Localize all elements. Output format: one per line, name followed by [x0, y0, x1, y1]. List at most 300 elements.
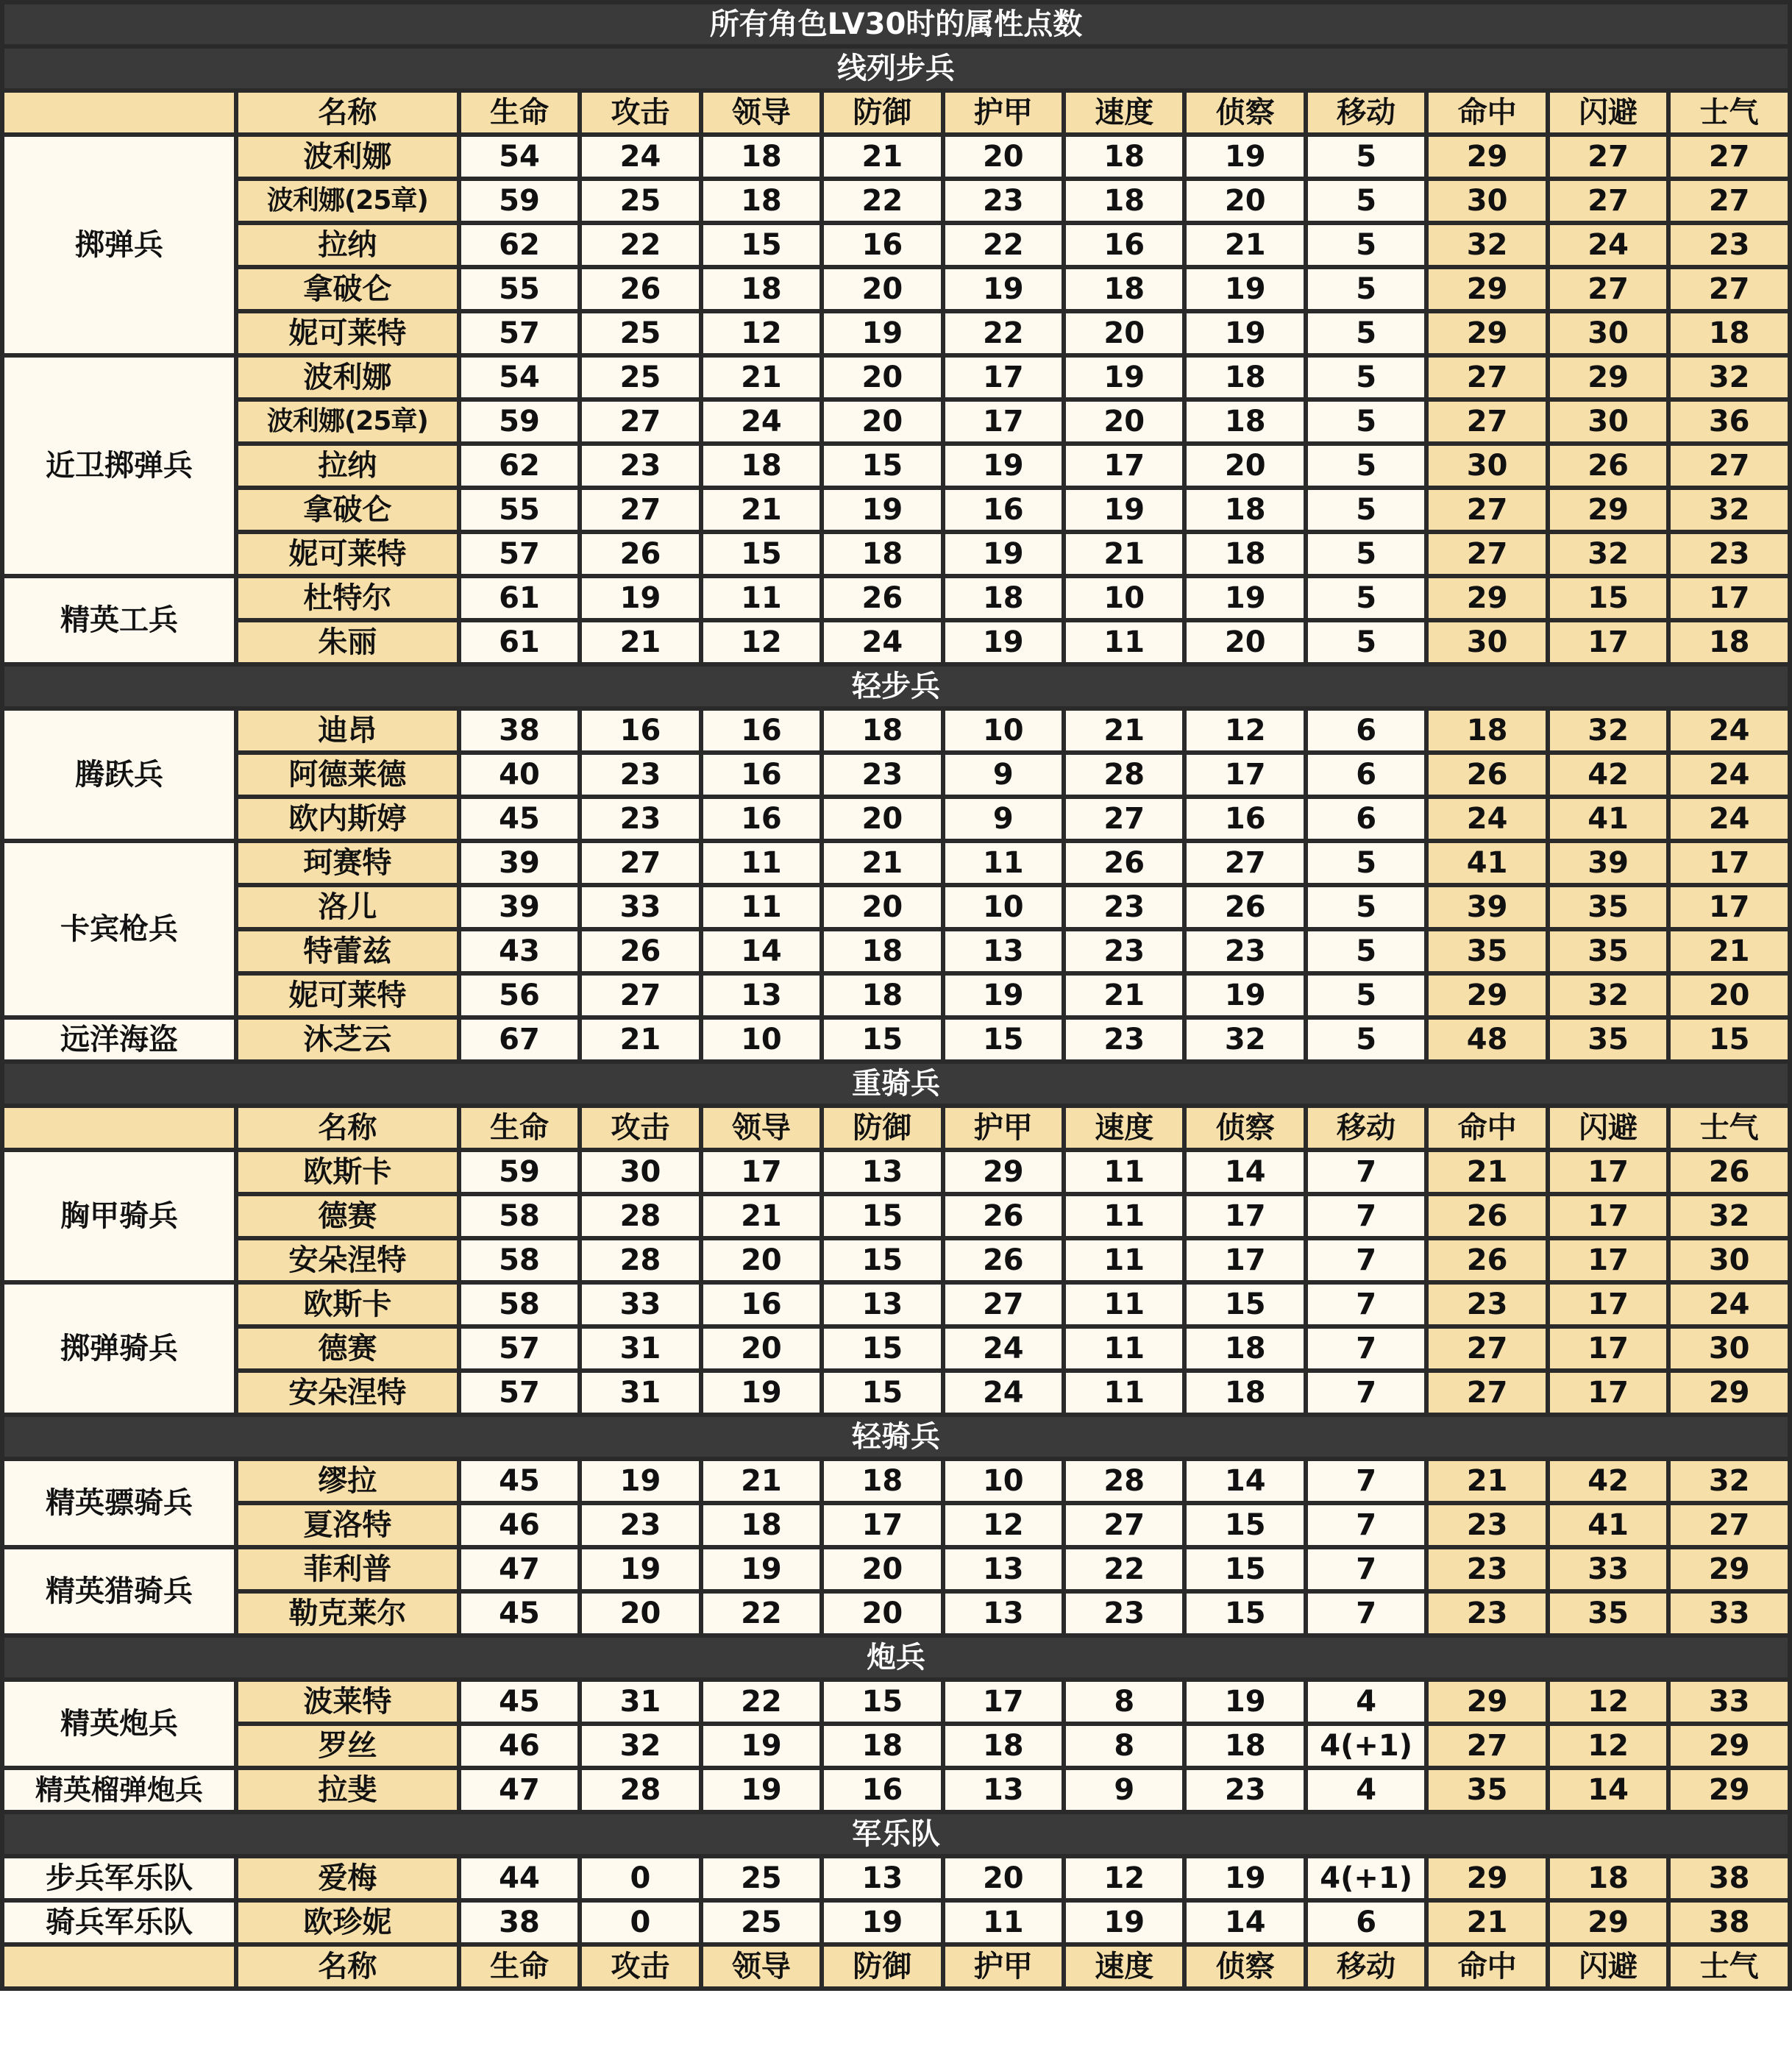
stat-护甲: 22 [945, 313, 1062, 353]
stat-命中: 35 [1429, 931, 1545, 971]
stat-侦察: 12 [1187, 711, 1303, 750]
stat-防御: 13 [824, 1858, 940, 1898]
stat-护甲: 19 [945, 622, 1062, 662]
stat-侦察: 19 [1187, 137, 1303, 177]
column-header: 护甲 [945, 1947, 1062, 1986]
table-row [4, 1240, 1788, 1280]
section-row [4, 1417, 1788, 1457]
stat-生命: 57 [461, 1373, 577, 1413]
column-header: 攻击 [582, 93, 698, 132]
stat-侦察: 17 [1187, 1196, 1303, 1236]
character-name: 洛儿 [238, 887, 457, 927]
stat-命中: 27 [1429, 358, 1545, 397]
stat-防御: 13 [824, 1152, 940, 1192]
stat-闪避: 41 [1550, 1505, 1666, 1545]
table-row [4, 1549, 1788, 1589]
table-row [4, 843, 1788, 883]
stat-攻击: 21 [582, 1020, 698, 1059]
stat-攻击: 19 [582, 578, 698, 618]
stat-生命: 55 [461, 490, 577, 530]
table-row [4, 1152, 1788, 1192]
section-row [4, 1064, 1788, 1104]
stat-移动: 7 [1308, 1152, 1424, 1192]
header-category-cell [4, 93, 234, 132]
stat-移动: 5 [1308, 622, 1424, 662]
stat-护甲: 10 [945, 1461, 1062, 1501]
title-row [4, 4, 1788, 44]
stat-生命: 38 [461, 1903, 577, 1942]
stat-生命: 59 [461, 402, 577, 441]
stat-攻击: 28 [582, 1770, 698, 1810]
stat-闪避: 30 [1550, 402, 1666, 441]
character-name: 妮可莱特 [238, 534, 457, 574]
column-header: 速度 [1066, 1947, 1182, 1986]
stat-护甲: 19 [945, 446, 1062, 486]
stat-生命: 43 [461, 931, 577, 971]
stat-领导: 22 [703, 1594, 819, 1633]
stat-闪避: 29 [1550, 490, 1666, 530]
stat-移动: 7 [1308, 1240, 1424, 1280]
stat-闪避: 35 [1550, 1020, 1666, 1059]
stat-命中: 32 [1429, 225, 1545, 265]
stat-命中: 26 [1429, 1196, 1545, 1236]
stat-护甲: 13 [945, 1549, 1062, 1589]
stats-table-body [4, 4, 1788, 1986]
unit-category: 胸甲骑兵 [4, 1152, 234, 1280]
character-name: 安朵涅特 [238, 1373, 457, 1413]
stat-移动: 7 [1308, 1549, 1424, 1589]
stat-闪避: 35 [1550, 887, 1666, 927]
stat-防御: 20 [824, 799, 940, 839]
stat-生命: 47 [461, 1549, 577, 1589]
stat-闪避: 14 [1550, 1770, 1666, 1810]
stat-领导: 25 [703, 1903, 819, 1942]
stat-速度: 18 [1066, 181, 1182, 221]
stat-命中: 29 [1429, 313, 1545, 353]
stat-防御: 22 [824, 181, 940, 221]
table-row [4, 799, 1788, 839]
stat-攻击: 23 [582, 755, 698, 795]
table-row [4, 534, 1788, 574]
stat-防御: 18 [824, 1461, 940, 1501]
stat-护甲: 24 [945, 1373, 1062, 1413]
stat-速度: 26 [1066, 843, 1182, 883]
stat-生命: 62 [461, 446, 577, 486]
table-title: 所有角色LV30时的属性点数 [4, 4, 1788, 44]
stat-攻击: 19 [582, 1549, 698, 1589]
column-header: 侦察 [1187, 1947, 1303, 1986]
column-header: 攻击 [582, 1108, 698, 1148]
stat-防御: 13 [824, 1285, 940, 1324]
stat-护甲: 17 [945, 402, 1062, 441]
stat-移动: 7 [1308, 1285, 1424, 1324]
stat-移动: 7 [1308, 1505, 1424, 1545]
column-header: 生命 [461, 1947, 577, 1986]
stat-攻击: 23 [582, 1505, 698, 1545]
stat-移动: 5 [1308, 313, 1424, 353]
stat-士气: 20 [1671, 976, 1788, 1015]
stat-生命: 59 [461, 1152, 577, 1192]
stat-生命: 44 [461, 1858, 577, 1898]
stat-速度: 28 [1066, 1461, 1182, 1501]
stat-命中: 48 [1429, 1020, 1545, 1059]
stat-护甲: 20 [945, 1858, 1062, 1898]
stat-速度: 16 [1066, 225, 1182, 265]
stat-攻击: 25 [582, 313, 698, 353]
stat-命中: 24 [1429, 799, 1545, 839]
stat-攻击: 31 [582, 1682, 698, 1722]
stat-侦察: 19 [1187, 313, 1303, 353]
stat-攻击: 31 [582, 1329, 698, 1368]
unit-category: 精英猎骑兵 [4, 1549, 234, 1633]
stat-移动: 7 [1308, 1461, 1424, 1501]
stat-护甲: 18 [945, 578, 1062, 618]
stat-攻击: 25 [582, 358, 698, 397]
stat-领导: 16 [703, 711, 819, 750]
stat-移动: 5 [1308, 137, 1424, 177]
table-row [4, 1770, 1788, 1810]
column-header: 命中 [1429, 1947, 1545, 1986]
character-name: 拿破仑 [238, 490, 457, 530]
stat-闪避: 35 [1550, 1594, 1666, 1633]
stat-闪避: 41 [1550, 799, 1666, 839]
column-header: 领导 [703, 93, 819, 132]
column-header: 速度 [1066, 93, 1182, 132]
character-name: 波莱特 [238, 1682, 457, 1722]
stat-速度: 18 [1066, 137, 1182, 177]
stat-领导: 13 [703, 976, 819, 1015]
stat-移动: 6 [1308, 755, 1424, 795]
stat-闪避: 17 [1550, 1329, 1666, 1368]
stat-护甲: 20 [945, 137, 1062, 177]
stat-领导: 20 [703, 1329, 819, 1368]
column-header-row [4, 93, 1788, 132]
stat-领导: 16 [703, 1285, 819, 1324]
stat-速度: 11 [1066, 622, 1182, 662]
unit-category: 腾跃兵 [4, 711, 234, 839]
stat-闪避: 30 [1550, 313, 1666, 353]
stat-生命: 56 [461, 976, 577, 1015]
stat-闪避: 33 [1550, 1549, 1666, 1589]
stat-生命: 39 [461, 887, 577, 927]
stat-攻击: 33 [582, 887, 698, 927]
unit-category: 掷弹骑兵 [4, 1285, 234, 1413]
stat-士气: 33 [1671, 1594, 1788, 1633]
stat-护甲: 22 [945, 225, 1062, 265]
stat-士气: 36 [1671, 402, 1788, 441]
stat-命中: 30 [1429, 181, 1545, 221]
stat-士气: 17 [1671, 578, 1788, 618]
stat-领导: 18 [703, 446, 819, 486]
stat-侦察: 16 [1187, 799, 1303, 839]
section-title: 军乐队 [4, 1814, 1788, 1854]
stat-移动: 5 [1308, 534, 1424, 574]
stat-生命: 55 [461, 269, 577, 309]
column-header: 生命 [461, 1108, 577, 1148]
stat-速度: 11 [1066, 1329, 1182, 1368]
column-header: 护甲 [945, 93, 1062, 132]
stat-移动: 7 [1308, 1594, 1424, 1633]
stat-护甲: 19 [945, 269, 1062, 309]
table-row [4, 490, 1788, 530]
character-name: 夏洛特 [238, 1505, 457, 1545]
stat-防御: 15 [824, 1373, 940, 1413]
stat-护甲: 9 [945, 799, 1062, 839]
stat-速度: 19 [1066, 358, 1182, 397]
stat-移动: 5 [1308, 181, 1424, 221]
stat-侦察: 14 [1187, 1461, 1303, 1501]
table-row [4, 1196, 1788, 1236]
stat-闪避: 17 [1550, 1285, 1666, 1324]
stat-侦察: 20 [1187, 446, 1303, 486]
stat-士气: 21 [1671, 931, 1788, 971]
stat-侦察: 17 [1187, 1240, 1303, 1280]
stat-领导: 25 [703, 1858, 819, 1898]
column-header: 生命 [461, 93, 577, 132]
stat-闪避: 12 [1550, 1682, 1666, 1722]
stat-移动: 4 [1308, 1770, 1424, 1810]
stat-侦察: 14 [1187, 1903, 1303, 1942]
stat-命中: 29 [1429, 137, 1545, 177]
stat-移动: 5 [1308, 402, 1424, 441]
stat-闪避: 24 [1550, 225, 1666, 265]
stat-生命: 61 [461, 578, 577, 618]
stat-防御: 18 [824, 1726, 940, 1766]
stat-移动: 5 [1308, 976, 1424, 1015]
column-header: 侦察 [1187, 93, 1303, 132]
stat-闪避: 32 [1550, 976, 1666, 1015]
table-row [4, 402, 1788, 441]
stat-侦察: 19 [1187, 1858, 1303, 1898]
stat-护甲: 11 [945, 843, 1062, 883]
stat-侦察: 15 [1187, 1549, 1303, 1589]
stat-移动: 6 [1308, 1903, 1424, 1942]
character-name: 缪拉 [238, 1461, 457, 1501]
column-header: 防御 [824, 93, 940, 132]
unit-category: 骑兵军乐队 [4, 1903, 234, 1942]
table-row [4, 1903, 1788, 1942]
stat-速度: 19 [1066, 1903, 1182, 1942]
stat-士气: 17 [1671, 887, 1788, 927]
character-name: 特蕾兹 [238, 931, 457, 971]
stat-移动: 5 [1308, 490, 1424, 530]
stat-士气: 23 [1671, 225, 1788, 265]
stat-领导: 15 [703, 534, 819, 574]
stat-侦察: 18 [1187, 1726, 1303, 1766]
stat-士气: 24 [1671, 1285, 1788, 1324]
header-category-cell [4, 1947, 234, 1986]
stat-命中: 21 [1429, 1903, 1545, 1942]
unit-category: 掷弹兵 [4, 137, 234, 353]
stat-生命: 54 [461, 137, 577, 177]
stat-防御: 15 [824, 1020, 940, 1059]
section-title: 线列步兵 [4, 49, 1788, 88]
stat-攻击: 16 [582, 711, 698, 750]
section-title: 重骑兵 [4, 1064, 1788, 1104]
character-name: 拉纳 [238, 225, 457, 265]
stat-命中: 29 [1429, 976, 1545, 1015]
stat-护甲: 18 [945, 1726, 1062, 1766]
table-row [4, 931, 1788, 971]
stat-防御: 18 [824, 534, 940, 574]
stat-闪避: 17 [1550, 1373, 1666, 1413]
stat-移动: 5 [1308, 358, 1424, 397]
stat-防御: 15 [824, 1329, 940, 1368]
stat-闪避: 27 [1550, 269, 1666, 309]
stat-防御: 19 [824, 490, 940, 530]
stat-生命: 54 [461, 358, 577, 397]
stat-侦察: 18 [1187, 1373, 1303, 1413]
stat-攻击: 27 [582, 843, 698, 883]
stat-生命: 45 [461, 799, 577, 839]
stat-侦察: 18 [1187, 534, 1303, 574]
table-row [4, 1373, 1788, 1413]
stat-领导: 17 [703, 1152, 819, 1192]
stat-士气: 24 [1671, 799, 1788, 839]
stat-生命: 62 [461, 225, 577, 265]
stat-攻击: 26 [582, 931, 698, 971]
stat-生命: 59 [461, 181, 577, 221]
stat-攻击: 30 [582, 1152, 698, 1192]
stat-防御: 19 [824, 313, 940, 353]
stat-护甲: 11 [945, 1903, 1062, 1942]
stat-命中: 27 [1429, 1726, 1545, 1766]
character-name: 波利娜(25章) [238, 402, 457, 441]
stat-生命: 45 [461, 1594, 577, 1633]
table-row [4, 1594, 1788, 1633]
stat-士气: 27 [1671, 137, 1788, 177]
table-row [4, 137, 1788, 177]
table-row [4, 1461, 1788, 1501]
stat-速度: 11 [1066, 1240, 1182, 1280]
stat-护甲: 26 [945, 1240, 1062, 1280]
stat-生命: 58 [461, 1240, 577, 1280]
stat-领导: 21 [703, 358, 819, 397]
stat-士气: 38 [1671, 1903, 1788, 1942]
stat-命中: 29 [1429, 1682, 1545, 1722]
table-row [4, 181, 1788, 221]
stat-命中: 29 [1429, 269, 1545, 309]
stat-闪避: 17 [1550, 1152, 1666, 1192]
unit-category: 精英榴弹炮兵 [4, 1770, 234, 1810]
unit-category: 精英骠骑兵 [4, 1461, 234, 1545]
stat-领导: 19 [703, 1549, 819, 1589]
column-header: 名称 [238, 1947, 457, 1986]
stat-移动: 6 [1308, 711, 1424, 750]
stat-防御: 17 [824, 1505, 940, 1545]
stat-闪避: 29 [1550, 1903, 1666, 1942]
stat-领导: 10 [703, 1020, 819, 1059]
stat-士气: 27 [1671, 269, 1788, 309]
stat-护甲: 9 [945, 755, 1062, 795]
stat-速度: 21 [1066, 711, 1182, 750]
stat-侦察: 20 [1187, 622, 1303, 662]
stat-生命: 45 [461, 1461, 577, 1501]
stat-防御: 16 [824, 225, 940, 265]
stat-速度: 21 [1066, 534, 1182, 574]
stat-护甲: 10 [945, 711, 1062, 750]
stat-移动: 5 [1308, 269, 1424, 309]
stat-防御: 15 [824, 446, 940, 486]
character-name: 珂赛特 [238, 843, 457, 883]
stat-攻击: 31 [582, 1373, 698, 1413]
unit-category: 卡宾枪兵 [4, 843, 234, 1015]
stat-闪避: 32 [1550, 711, 1666, 750]
stat-闪避: 42 [1550, 1461, 1666, 1501]
section-row [4, 1638, 1788, 1677]
stat-速度: 11 [1066, 1373, 1182, 1413]
column-header: 移动 [1308, 1947, 1424, 1986]
stat-生命: 38 [461, 711, 577, 750]
column-header: 防御 [824, 1108, 940, 1148]
stat-命中: 23 [1429, 1549, 1545, 1589]
column-header: 攻击 [582, 1947, 698, 1986]
table-row [4, 887, 1788, 927]
unit-category: 远洋海盗 [4, 1020, 234, 1059]
stat-命中: 27 [1429, 1373, 1545, 1413]
stat-侦察: 19 [1187, 269, 1303, 309]
stat-命中: 29 [1429, 578, 1545, 618]
stat-命中: 39 [1429, 887, 1545, 927]
stat-领导: 12 [703, 313, 819, 353]
stat-侦察: 26 [1187, 887, 1303, 927]
stat-生命: 45 [461, 1682, 577, 1722]
stat-侦察: 23 [1187, 1770, 1303, 1810]
stat-闪避: 17 [1550, 1196, 1666, 1236]
stat-攻击: 28 [582, 1240, 698, 1280]
stat-士气: 18 [1671, 622, 1788, 662]
column-header: 移动 [1308, 93, 1424, 132]
section-row [4, 1814, 1788, 1854]
column-header: 侦察 [1187, 1108, 1303, 1148]
stat-士气: 32 [1671, 490, 1788, 530]
stat-闪避: 29 [1550, 358, 1666, 397]
stat-攻击: 22 [582, 225, 698, 265]
stat-攻击: 0 [582, 1858, 698, 1898]
section-title: 炮兵 [4, 1638, 1788, 1677]
header-category-cell [4, 1108, 234, 1148]
stat-移动: 5 [1308, 843, 1424, 883]
character-name: 波利娜 [238, 137, 457, 177]
unit-category: 近卫掷弹兵 [4, 358, 234, 574]
stat-生命: 67 [461, 1020, 577, 1059]
stat-防御: 26 [824, 578, 940, 618]
stat-士气: 30 [1671, 1329, 1788, 1368]
stat-速度: 11 [1066, 1196, 1182, 1236]
stat-命中: 27 [1429, 1329, 1545, 1368]
stat-命中: 30 [1429, 446, 1545, 486]
table-row [4, 446, 1788, 486]
stat-速度: 10 [1066, 578, 1182, 618]
stat-命中: 35 [1429, 1770, 1545, 1810]
stat-闪避: 32 [1550, 534, 1666, 574]
character-name: 德赛 [238, 1196, 457, 1236]
stat-领导: 21 [703, 1461, 819, 1501]
table-row [4, 755, 1788, 795]
stat-领导: 16 [703, 799, 819, 839]
stat-领导: 21 [703, 1196, 819, 1236]
column-header: 领导 [703, 1947, 819, 1986]
stat-侦察: 17 [1187, 755, 1303, 795]
stat-护甲: 15 [945, 1020, 1062, 1059]
stat-士气: 24 [1671, 711, 1788, 750]
table-row [4, 225, 1788, 265]
table-row [4, 1858, 1788, 1898]
column-header: 防御 [824, 1947, 940, 1986]
stat-移动: 7 [1308, 1373, 1424, 1413]
column-header: 闪避 [1550, 93, 1666, 132]
stat-士气: 30 [1671, 1240, 1788, 1280]
